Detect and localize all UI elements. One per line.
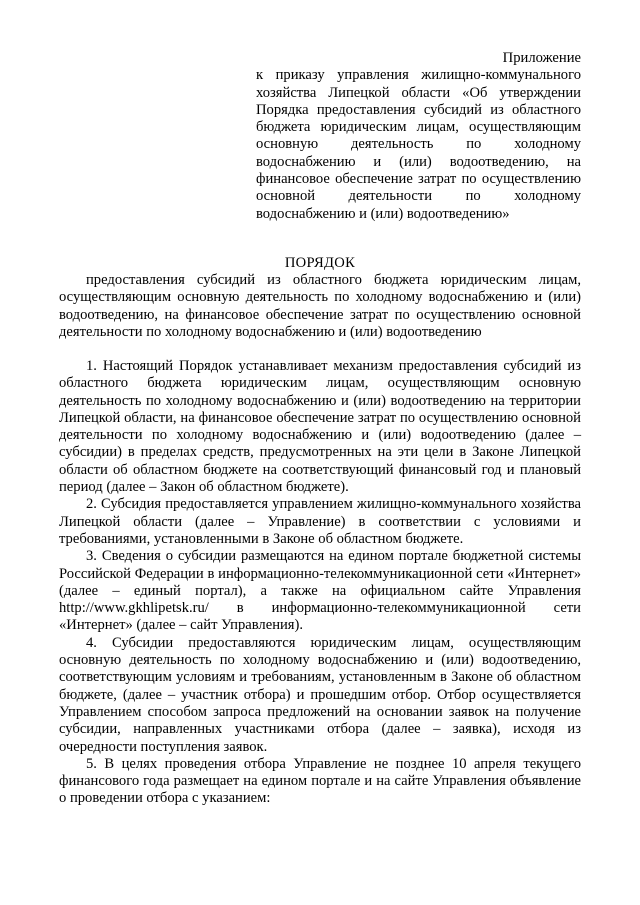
- paragraph-4: 4. Субсидии предоставляются юридическим лицам, осуществляющим основную деятельность по холодному водоснабжению и (или) водоотведению, соответствующим условиям и требованиям, установленным в Законе об областном бюджете, (далее – участник отбора) и прошедшим отбор. Отбор осуществляется Управлением способом запроса предложений на основании заявок на получение субсидии, направленных участниками отбора (далее – заявка), исходя из очередности поступления заявок.: [59, 634, 581, 755]
- appendix-title: Приложение: [502, 50, 581, 66]
- paragraph-3: 3. Сведения о субсидии размещаются на едином портале бюджетной системы Российской Федерации в информационно-телекоммуникационной сети «Интернет» (далее – единый портал), а также на официальном сайте Управления http://www.gkhlipetsk.ru/ в информационно-телекоммуникационной сети «Интернет» (далее – сайт Управления).: [59, 548, 581, 634]
- document-body: [59, 358, 581, 808]
- paragraph-1: 1. Настоящий Порядок устанавливает механизм предоставления субсидий из областного бюджета юридическим лицам, осуществляющим основную деятельность по холодному водоснабжению и (или) водоотведению на территории Липецкой области, на финансовое обеспечение затрат по осуществлению основной деятельности по холодному водоснабжению и (или) водоотведению (далее – субсидии) в пределах средств, предусмотренных на эти цели в Законе Липецкой области об областном бюджете на соответствующий финансовый год и плановый период (далее – Закон об областном бюджете).: [59, 358, 581, 496]
- document-title: ПОРЯДОК: [284, 255, 356, 271]
- document-subtitle: предоставления субсидий из областного бюджета юридическим лицам, осуществляющим основную деятельность по холодному водоснабжению и (или) водоотведению, на финансовое обеспечение затрат по осуществлению основной деятельности по холодному водоснабжению и (или) водоотведению: [59, 272, 581, 340]
- paragraph-2: 2. Субсидия предоставляется управлением жилищно-коммунального хозяйства Липецкой области (далее – Управление) в соответствии с условиями и требованиями, установленными в Законе об областном бюджете.: [59, 496, 581, 547]
- paragraph-5: 5. В целях проведения отбора Управление не позднее 10 апреля текущего финансового года размещает на едином портале и на сайте Управления объявление о проведении отбора с указанием:: [59, 755, 581, 807]
- appendix-block: [256, 50, 581, 223]
- appendix-text: к приказу управления жилищно-коммунального хозяйства Липецкой области «Об утверждении Порядка предоставления субсидий из областного бюджета юридическим лицам, осуществляющим основную деятельность по холодному водоснабжению и (или) водоотведению, на финансовое обеспечение затрат по осуществлению основной деятельности по холодному водоснабжению и (или) водоотведению»: [256, 67, 581, 222]
